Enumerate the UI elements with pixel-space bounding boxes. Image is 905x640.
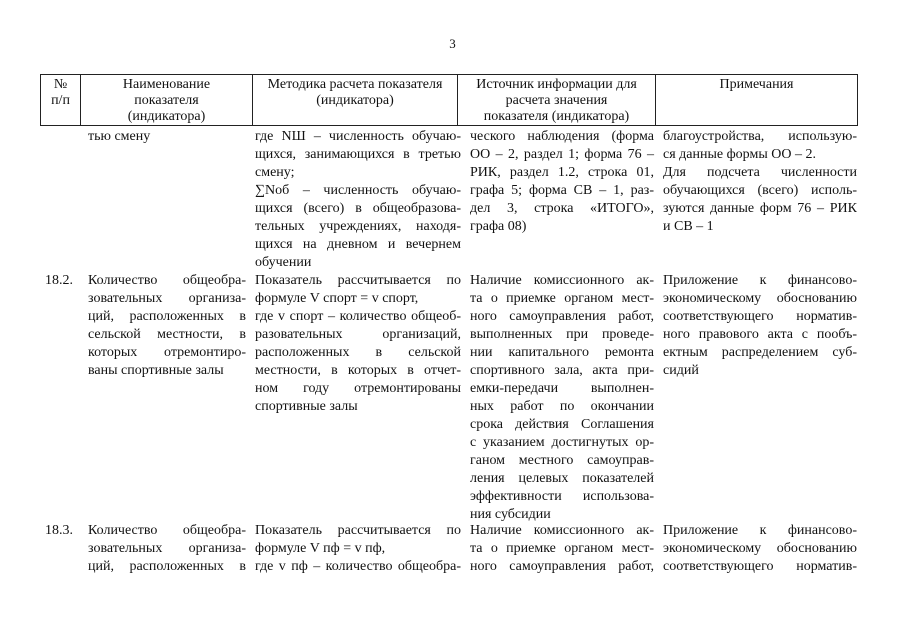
header-notes: Примечания <box>656 75 858 125</box>
row-18-3-name: Количество общеобра- зовательных организа- ций, расположенных в <box>88 523 246 574</box>
page-number: 3 <box>449 36 456 51</box>
header-source: Источник информации для расчета значения показателя (индикатора) <box>458 75 656 125</box>
row-18-2-number: 18.2. <box>45 273 73 288</box>
row-18-2-method: Показатель рассчитывается по формуле V спорт = v спорт, где v спорт – количество общеоб- разовательных организаций, расположенных в сельской местности, в которых в отчет- ном году отремонтированы спортивные залы <box>255 273 461 414</box>
row-18-3-method: Показатель рассчитывается по формуле V пф = v пф, где v пф – количество общеобра- <box>255 523 461 574</box>
row-18-3-number: 18.3. <box>45 523 73 538</box>
row-18-2-name: Количество общеобра- зовательных организа- ций, расположенных в сельской местности, в которых отремонтиро- ваны спортивные залы <box>88 273 246 378</box>
table-header <box>40 74 858 126</box>
cont-note: благоустройства, использую- ся данные формы ОО – 2. Для подсчета численности обучающихся (всего) исполь- зуются данные форм 76 – РИК и СВ – 1 <box>663 129 857 234</box>
row-18-2-note: Приложение к финансово- экономическому обоснованию соответствующего норматив- ного правового акта с пообъ- ектным распределением суб- сидий <box>663 273 857 378</box>
cont-name: тью смену <box>88 129 151 144</box>
cont-source: ческого наблюдения (форма ОО – 2, раздел 1; форма 76 – РИК, раздел 1.2, строка 01, графа 5; форма СВ – 1, раз- дел 3, строка «ИТОГО», графа 08) <box>470 129 654 234</box>
header-number: № п/п <box>41 75 81 125</box>
header-indicator-name: Наименование показателя (индикатора) <box>81 75 253 125</box>
row-18-2-source: Наличие комиссионного ак- та о приемке органом мест- ного самоуправления работ, выполненных при проведе- нии капитального ремонта спортивного зала, акта при- емки-передачи выполнен- ных работ по окончании срока действия Соглашения с указанием достигнутых ор- ганом местного самоуправ- ления целевых показателей эффективности использова- ния субсидии <box>470 273 654 522</box>
row-18-3-note: Приложение к финансово- экономическому обоснованию соответствующего норматив- <box>663 523 857 574</box>
row-18-3-source: Наличие комиссионного ак- та о приемке органом мест- ного самоуправления работ, <box>470 523 654 574</box>
header-method: Методика расчета показателя (индикатора) <box>253 75 458 125</box>
cont-method: где NШ – численность обучаю- щихся, занимающихся в третью смену; ∑Nоб – численность обучаю- щихся (всего) в общеобразова- тельных учреждениях, находя- щихся на дневном и вечернем обучении <box>255 129 461 270</box>
